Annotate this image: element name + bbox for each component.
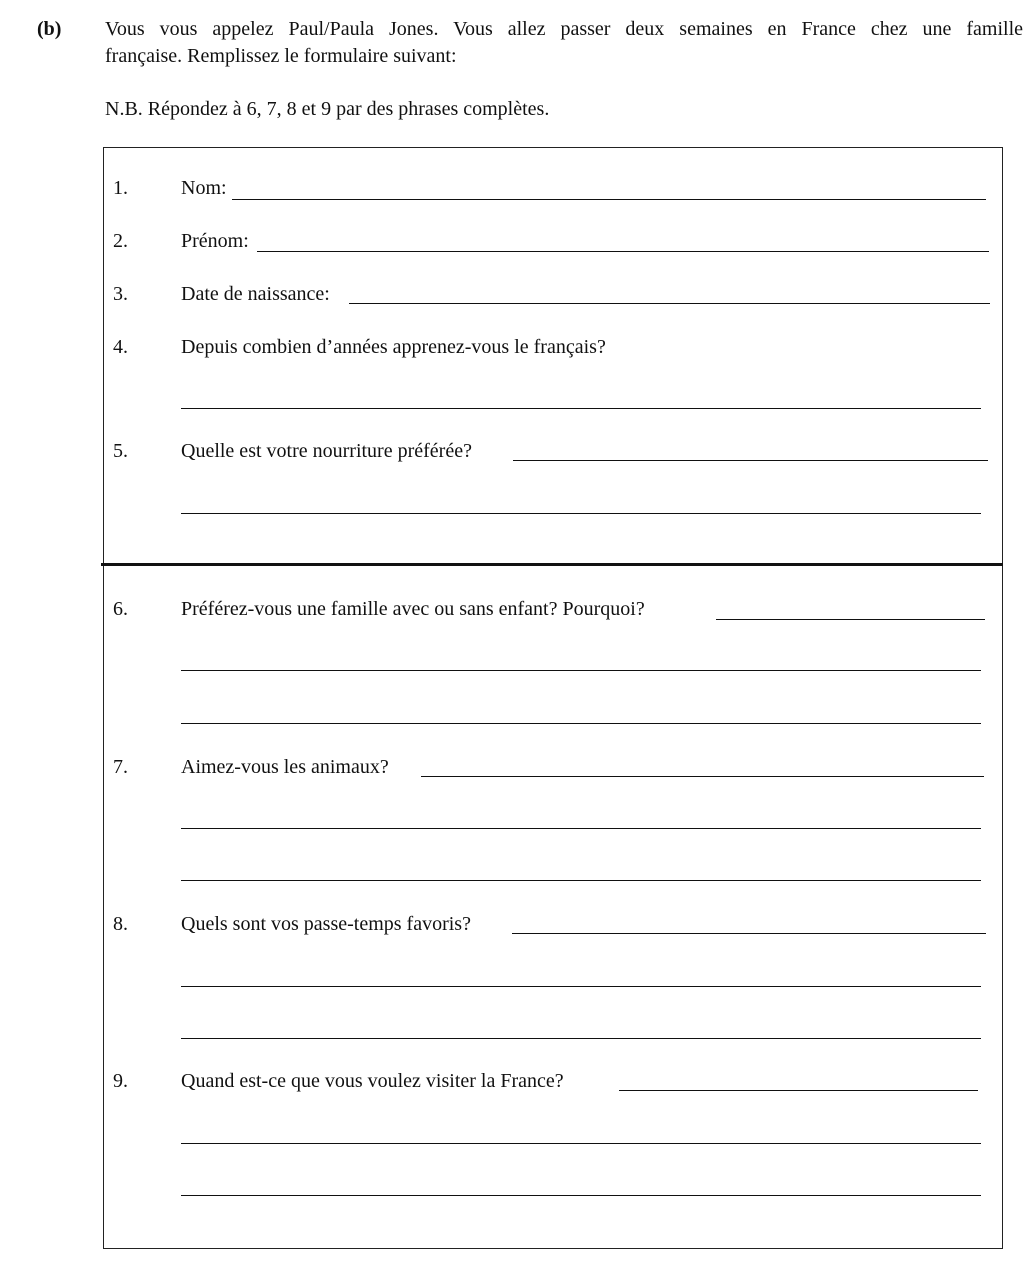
instruction-line-2: française. Remplissez le formulaire suivant: xyxy=(105,45,457,67)
answer-9-line-1[interactable] xyxy=(181,1143,981,1144)
nom-field[interactable] xyxy=(232,199,986,200)
answer-8-line-2[interactable] xyxy=(181,1038,981,1039)
section-divider xyxy=(101,563,1003,566)
question-3-label: Date de naissance: xyxy=(181,283,330,305)
answer-7-line-2[interactable] xyxy=(181,880,981,881)
question-7-label: Aimez-vous les animaux? xyxy=(181,756,389,778)
question-7-number: 7. xyxy=(113,756,128,778)
prenom-field[interactable] xyxy=(257,251,989,252)
question-2-label: Prénom: xyxy=(181,230,249,252)
answer-6-line-1[interactable] xyxy=(181,670,981,671)
answer-4-line-1[interactable] xyxy=(181,408,981,409)
question-1-label: Nom: xyxy=(181,177,227,199)
answer-8-line-1[interactable] xyxy=(181,986,981,987)
question-9-number: 9. xyxy=(113,1070,128,1092)
answer-5-inline[interactable] xyxy=(513,460,988,461)
answer-7-inline[interactable] xyxy=(421,776,984,777)
answer-9-inline[interactable] xyxy=(619,1090,978,1091)
question-4-label: Depuis combien d’années apprenez-vous le français? xyxy=(181,336,606,358)
question-8-label: Quels sont vos passe-temps favoris? xyxy=(181,913,471,935)
question-6-number: 6. xyxy=(113,598,128,620)
date-naissance-field[interactable] xyxy=(349,303,990,304)
question-4-number: 4. xyxy=(113,336,128,358)
section-label: (b) xyxy=(37,18,62,40)
question-6-label: Préférez-vous une famille avec ou sans enfant? Pourquoi? xyxy=(181,598,645,620)
answer-8-inline[interactable] xyxy=(512,933,986,934)
answer-5-line-1[interactable] xyxy=(181,513,981,514)
answer-6-line-2[interactable] xyxy=(181,723,981,724)
question-8-number: 8. xyxy=(113,913,128,935)
question-2-number: 2. xyxy=(113,230,128,252)
question-1-number: 1. xyxy=(113,177,128,199)
question-5-number: 5. xyxy=(113,440,128,462)
answer-9-line-2[interactable] xyxy=(181,1195,981,1196)
nb-note: N.B. Répondez à 6, 7, 8 et 9 par des phrases complètes. xyxy=(105,98,550,120)
answer-6-inline[interactable] xyxy=(716,619,985,620)
answer-7-line-1[interactable] xyxy=(181,828,981,829)
question-9-label: Quand est-ce que vous voulez visiter la France? xyxy=(181,1070,564,1092)
instruction-line-1: Vous vous appelez Paul/Paula Jones. Vous allez passer deux semaines en France chez une famille xyxy=(105,18,1023,40)
question-5-label: Quelle est votre nourriture préférée? xyxy=(181,440,472,462)
question-3-number: 3. xyxy=(113,283,128,305)
